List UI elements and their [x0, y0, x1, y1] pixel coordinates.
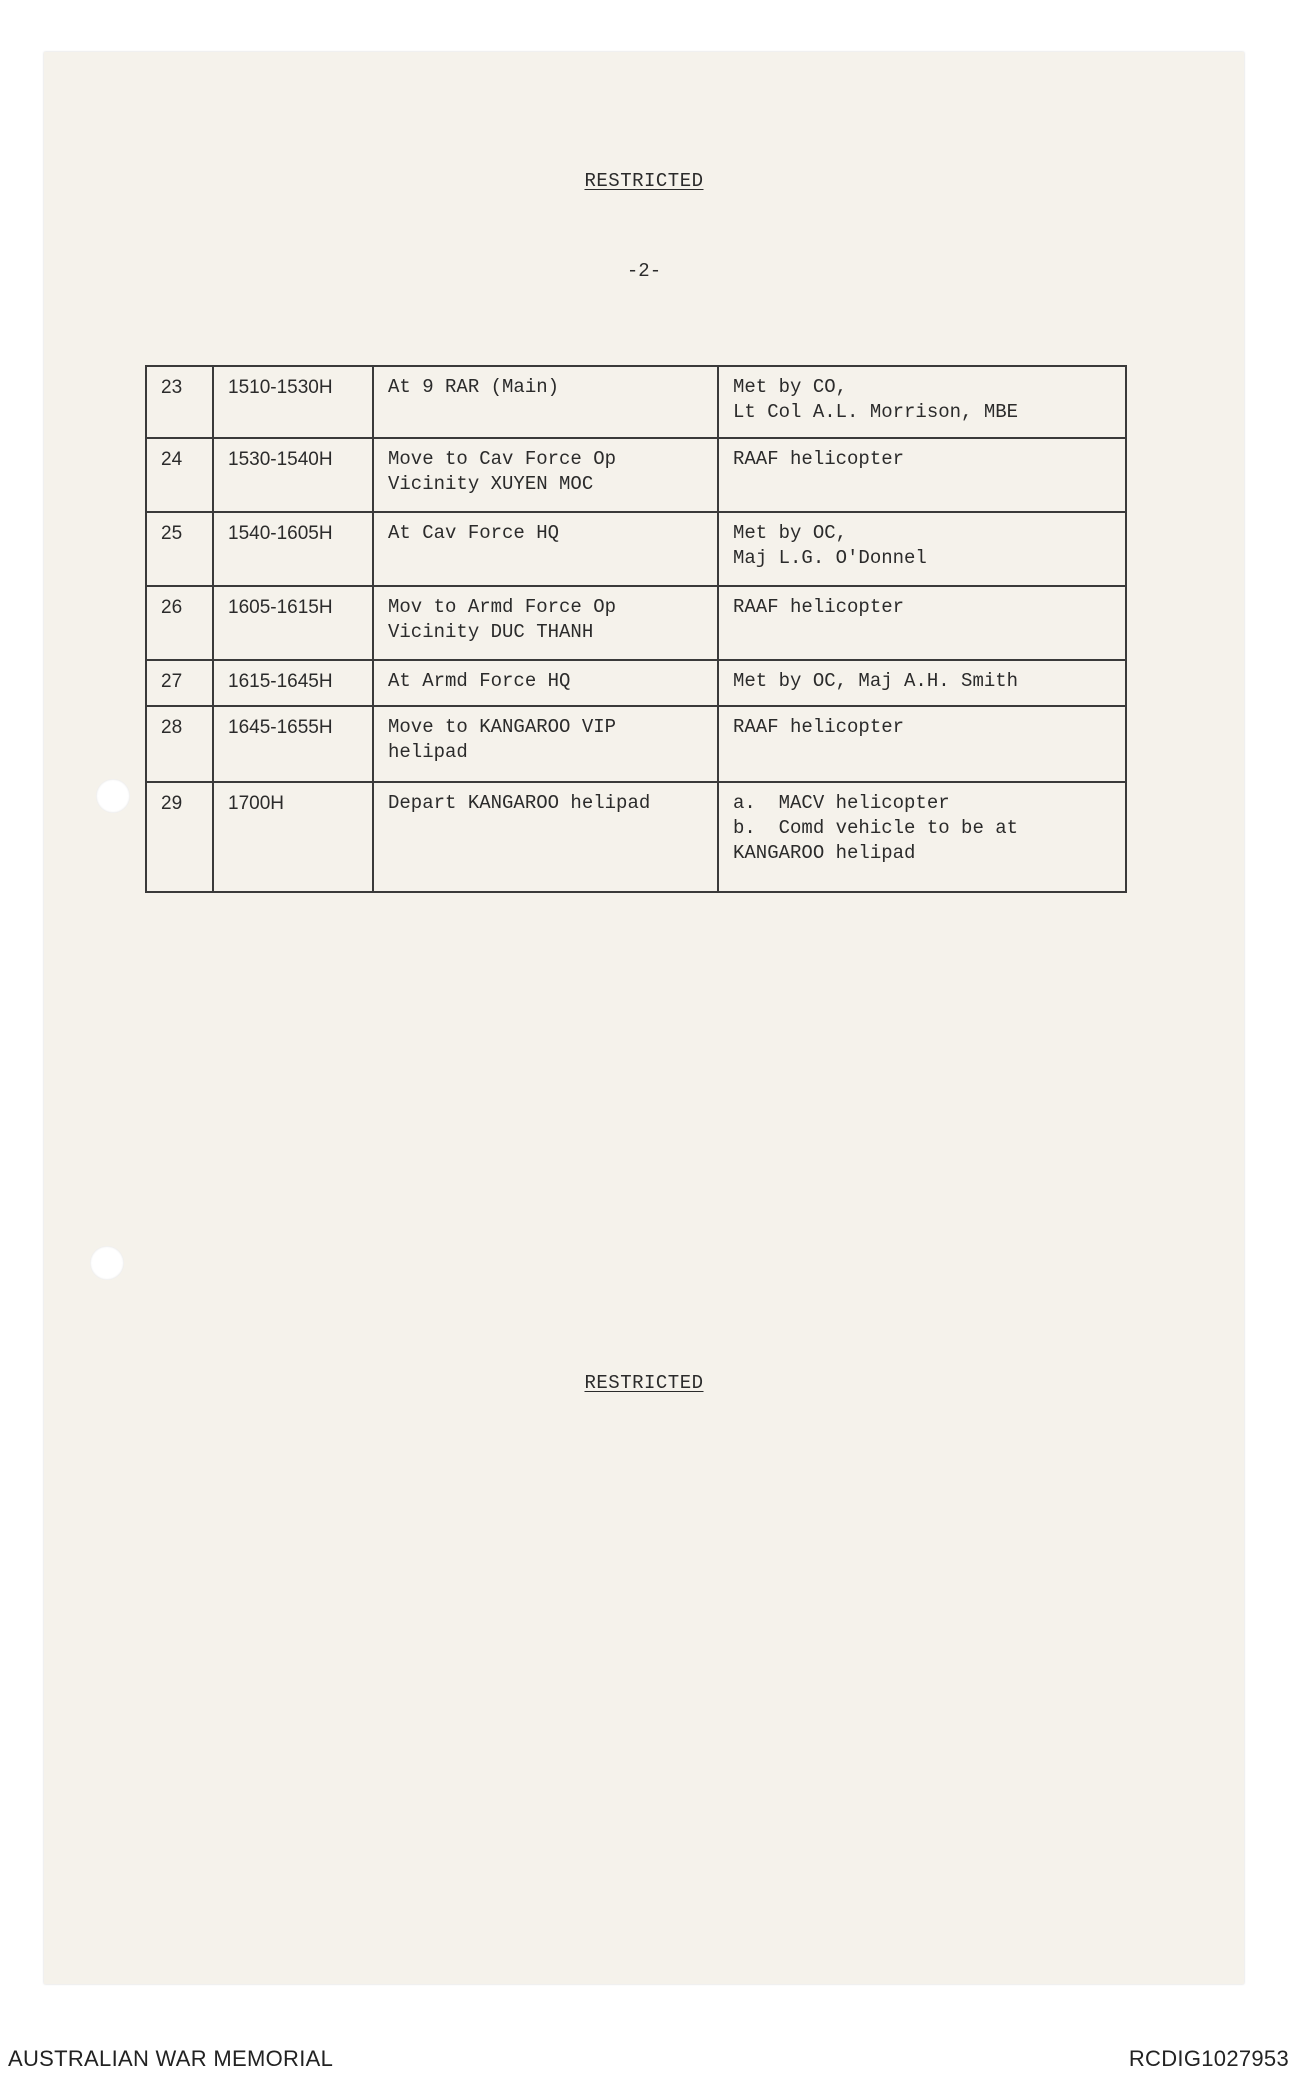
- remarks-line: Met by CO,: [733, 376, 848, 398]
- document-page: [44, 52, 1244, 1984]
- schedule-row: [146, 512, 1126, 586]
- activity-cell: [373, 438, 718, 512]
- activity-line: At Cav Force HQ: [388, 522, 560, 544]
- activity-line: Vicinity DUC THANH: [388, 621, 594, 643]
- activity-line: Depart KANGAROO helipad: [388, 792, 651, 814]
- visit-schedule-table: [145, 365, 1127, 893]
- activity-cell: [373, 366, 718, 438]
- remarks-line: a. MACV helicopter: [733, 792, 950, 814]
- remarks-line: KANGAROO helipad: [733, 842, 916, 864]
- time-cell: 1645-1655H: [213, 706, 373, 782]
- activity-cell: [373, 706, 718, 782]
- serial-cell: 26: [146, 586, 213, 660]
- remarks-line: RAAF helicopter: [733, 596, 905, 618]
- schedule-row: [146, 366, 1126, 438]
- remarks-cell: [718, 438, 1126, 512]
- activity-line: helipad: [388, 741, 468, 763]
- activity-cell: [373, 586, 718, 660]
- serial-cell: 24: [146, 438, 213, 512]
- activity-line: At Armd Force HQ: [388, 670, 571, 692]
- schedule-row: [146, 438, 1126, 512]
- remarks-cell: [718, 366, 1126, 438]
- schedule-row: [146, 706, 1126, 782]
- security-classification-footer: RESTRICTED: [584, 1372, 704, 1394]
- activity-line: At 9 RAR (Main): [388, 376, 560, 398]
- archive-reference: RCDIG1027953: [1128, 2046, 1289, 2071]
- remarks-cell: [718, 706, 1126, 782]
- schedule-row: [146, 586, 1126, 660]
- time-cell: 1540-1605H: [213, 512, 373, 586]
- remarks-cell: [718, 512, 1126, 586]
- remarks-line: b. Comd vehicle to be at: [733, 817, 1019, 839]
- serial-cell: 29: [146, 782, 213, 892]
- serial-cell: 27: [146, 660, 213, 706]
- activity-line: Move to Cav Force Op: [388, 448, 617, 470]
- remarks-line: Met by OC, Maj A.H. Smith: [733, 670, 1019, 692]
- activity-cell: [373, 512, 718, 586]
- punch-hole: [90, 1246, 124, 1280]
- remarks-line: Maj L.G. O'Donnel: [733, 547, 927, 569]
- punch-hole: [96, 779, 130, 813]
- activity-cell: [373, 660, 718, 706]
- schedule-row: [146, 782, 1126, 892]
- time-cell: 1530-1540H: [213, 438, 373, 512]
- remarks-line: Met by OC,: [733, 522, 848, 544]
- time-cell: 1605-1615H: [213, 586, 373, 660]
- serial-cell: 23: [146, 366, 213, 438]
- remarks-line: RAAF helicopter: [733, 448, 905, 470]
- activity-line: Vicinity XUYEN MOC: [388, 473, 594, 495]
- time-cell: 1510-1530H: [213, 366, 373, 438]
- time-cell: 1615-1645H: [213, 660, 373, 706]
- activity-cell: [373, 782, 718, 892]
- activity-line: Mov to Armd Force Op: [388, 596, 617, 618]
- schedule-row: [146, 660, 1126, 706]
- serial-cell: 25: [146, 512, 213, 586]
- remarks-cell: [718, 782, 1126, 892]
- remarks-cell: [718, 586, 1126, 660]
- time-cell: 1700H: [213, 782, 373, 892]
- activity-line: Move to KANGAROO VIP: [388, 716, 617, 738]
- security-classification-header: RESTRICTED: [584, 170, 704, 192]
- serial-cell: 28: [146, 706, 213, 782]
- remarks-cell: [718, 660, 1126, 706]
- remarks-line: RAAF helicopter: [733, 716, 905, 738]
- page-number: -2-: [626, 260, 662, 282]
- archive-credit: AUSTRALIAN WAR MEMORIAL: [8, 2046, 334, 2071]
- remarks-line: Lt Col A.L. Morrison, MBE: [733, 401, 1019, 423]
